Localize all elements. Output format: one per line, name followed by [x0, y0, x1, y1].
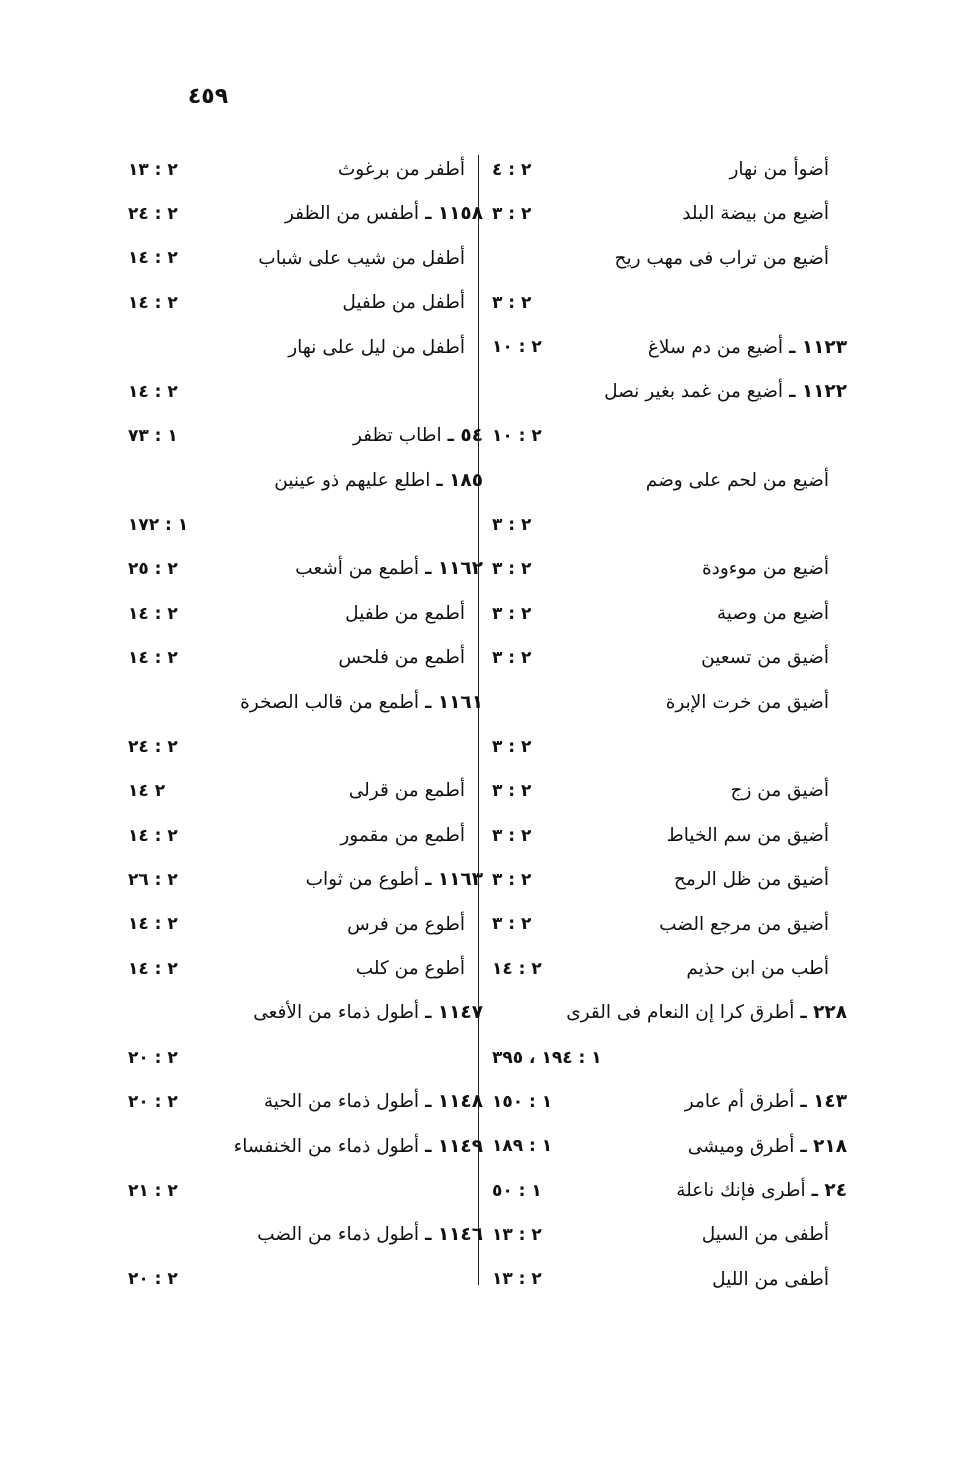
entry-reference: ٢ : ١٠ [492, 426, 542, 447]
entry-number: ١١٤٧ ـ [425, 1002, 483, 1024]
index-entry [128, 281, 483, 325]
entry-reference: ٢ : ٣ [492, 781, 532, 802]
entry-reference: ١ : ١٩٤ ، ٣٩٥ [492, 1047, 602, 1068]
entry-reference: ١ : ٥٠ [492, 1180, 542, 1201]
entry-number: ٥٤ ـ [447, 425, 483, 447]
index-entry [492, 370, 847, 414]
entry-number: ١١٤٦ ـ [425, 1224, 483, 1246]
index-entry [492, 281, 847, 325]
index-entry [128, 1125, 483, 1169]
entry-proverb: أطفس من الظفر [284, 203, 420, 225]
entry-proverb: أطوع من ثواب [305, 869, 420, 891]
entry-reference: ٢ : ١٤ [128, 248, 178, 269]
entry-number: ١١٦٣ ـ [425, 869, 483, 891]
entry-proverb: أطمع من أشعب [295, 558, 420, 580]
entry-number: ١١٤٩ ـ [425, 1135, 483, 1157]
entry-reference: ١ : ٧٣ [128, 426, 178, 447]
entry-number: ٢١٨ ـ [800, 1135, 847, 1157]
entry-reference: ٢ : ٣ [492, 914, 532, 935]
index-entry [492, 459, 847, 503]
entry-proverb: أطفل من ليل على نهار [288, 336, 465, 358]
index-entry [128, 725, 483, 769]
entry-number: ١٤٣ ـ [800, 1091, 847, 1113]
index-entry [492, 991, 847, 1035]
index-entry [492, 592, 847, 636]
index-entry [128, 858, 483, 902]
entry-reference: ٢ : ١٤ [128, 914, 178, 935]
entry-reference: ٢ : ١٣ [492, 1269, 542, 1290]
entry-proverb: أطرق أم عامر [684, 1091, 795, 1113]
entry-proverb: أضيع من موءودة [701, 558, 829, 580]
entry-reference: ٢ : ٢٠ [128, 1091, 178, 1112]
entry-proverb: أطول ذماء من الضب [257, 1224, 420, 1246]
index-entry [128, 769, 483, 813]
entry-reference: ٢ : ١٤ [128, 647, 178, 668]
entry-number: ١١٢٣ ـ [789, 336, 847, 358]
entry-reference: ٢ : ١٤ [128, 825, 178, 846]
index-entry [128, 326, 483, 370]
index-entry [128, 1080, 483, 1124]
index-entry [128, 414, 483, 458]
entry-proverb: أطمع من قرلى [348, 780, 465, 802]
entry-proverb: أضيع من وصية [716, 602, 829, 624]
entry-number: ١١٥٨ ـ [425, 203, 483, 225]
entry-reference: ١ : ١٧٢ [128, 514, 189, 535]
entry-proverb: أضيق من ظل الرمح [673, 869, 829, 891]
entry-reference: ٢ : ٢٤ [128, 204, 178, 225]
entry-proverb: أطرق وميشى [687, 1135, 795, 1157]
entry-reference: ٢ : ٣ [492, 603, 532, 624]
entry-reference: ٢ : ١٤ [492, 958, 542, 979]
index-entry [492, 858, 847, 902]
entry-proverb: أضيع من تراب فى مهب ريح [614, 247, 829, 269]
index-entry [128, 148, 483, 192]
entry-proverb: أطرق كرا إن النعام فى القرى [566, 1002, 795, 1024]
index-column-left [128, 148, 483, 1302]
index-entry [492, 636, 847, 680]
entry-proverb: أضيع من بيضة البلد [682, 203, 829, 225]
index-entry [492, 903, 847, 947]
entry-reference: ٢ : ٣ [492, 292, 532, 313]
index-entry [128, 636, 483, 680]
entry-proverb: أطب من ابن حذيم [686, 957, 829, 979]
entry-number: ١١٢٢ ـ [789, 380, 847, 402]
entry-proverb: أضيع من لحم على وضم [645, 469, 829, 491]
entry-reference: ٢ : ٢٦ [128, 869, 178, 890]
entry-reference: ٢ : ٢١ [128, 1180, 178, 1201]
entry-reference: ٢ : ٤ [492, 159, 532, 180]
index-entry [492, 548, 847, 592]
entry-reference: ٢ : ٣ [492, 559, 532, 580]
entry-reference: ١ : ١٥٠ [492, 1091, 553, 1112]
index-entry [128, 991, 483, 1035]
index-entry [492, 814, 847, 858]
entry-reference: ٢ : ٢٠ [128, 1047, 178, 1068]
index-entry [492, 148, 847, 192]
entry-reference: ٢ : ٢٤ [128, 736, 178, 757]
entry-reference: ٢ : ٣ [492, 869, 532, 890]
entry-reference: ٢ : ٢٥ [128, 559, 178, 580]
index-entry [492, 1213, 847, 1257]
entry-number: ١١٤٨ ـ [425, 1091, 483, 1113]
index-entry [128, 1169, 483, 1213]
index-entry [492, 326, 847, 370]
index-entry [128, 370, 483, 414]
entry-reference: ٢ : ٣ [492, 204, 532, 225]
entry-proverb: أطول ذماء من الأفعى [253, 1002, 420, 1024]
entry-proverb: أضيق من زج [730, 780, 829, 802]
index-entry [128, 947, 483, 991]
entry-proverb: أطفر من برغوث [337, 158, 465, 180]
entry-reference: ١ : ١٨٩ [492, 1136, 553, 1157]
entry-reference: ٢ : ٣ [492, 647, 532, 668]
entry-reference: ٢ : ١٤ [128, 381, 178, 402]
entry-proverb: أطمع من قالب الصخرة [240, 691, 420, 713]
entry-number: ٢٢٨ ـ [800, 1002, 847, 1024]
entry-proverb: أطفل من شيب على شباب [258, 247, 465, 269]
entry-proverb: أطوع من فرس [347, 913, 465, 935]
index-entry [128, 1258, 483, 1302]
entry-proverb: أضيق من تسعين [701, 647, 829, 669]
index-entry [492, 1169, 847, 1213]
index-entry [492, 1080, 847, 1124]
entry-reference: ٢ : ١٠ [492, 337, 542, 358]
entry-reference: ٢ ١٤ [128, 781, 166, 802]
index-entry [128, 681, 483, 725]
index-entry [128, 503, 483, 547]
index-entry [128, 548, 483, 592]
index-entry [492, 769, 847, 813]
entry-number: ١١٦٢ ـ [425, 558, 483, 580]
index-entry [128, 903, 483, 947]
entry-proverb: أضوأ من نهار [729, 158, 829, 180]
entry-proverb: أطمع من فلحس [338, 647, 465, 669]
entry-reference: ٢ : ٢٠ [128, 1269, 178, 1290]
entry-proverb: أطوع من كلب [355, 957, 465, 979]
index-entry [128, 814, 483, 858]
entry-proverb: أطول ذماء من الخنفساء [233, 1135, 420, 1157]
entry-proverb: أطفى من الليل [712, 1268, 829, 1290]
entry-proverb: أطفى من السيل [701, 1224, 829, 1246]
entry-number: ١١٦١ ـ [425, 691, 483, 713]
entry-proverb: أضيع من غمد بغير نصل [604, 380, 784, 402]
index-entry [128, 237, 483, 281]
entry-proverb: أضيع من دم سلاغ [647, 336, 784, 358]
entry-proverb: أطول ذماء من الحية [263, 1091, 420, 1113]
entry-proverb: اطاب تظفر [352, 425, 442, 447]
entry-reference: ٢ : ١٤ [128, 603, 178, 624]
index-entry [128, 459, 483, 503]
entry-proverb: أطمع من مقمور [340, 824, 465, 846]
entry-reference: ٢ : ٣ [492, 514, 532, 535]
index-entry [128, 192, 483, 236]
index-entry [492, 237, 847, 281]
index-entry [492, 1125, 847, 1169]
index-entry [492, 192, 847, 236]
entry-proverb: أضيق من مرجع الضب [659, 913, 829, 935]
index-entry [492, 1036, 847, 1080]
page-number: ٤٥٩ [187, 84, 229, 109]
entry-proverb: أطرى فإنك ناعلة [676, 1179, 806, 1201]
index-entry [128, 1036, 483, 1080]
entry-proverb: أطمع من طفيل [345, 602, 465, 624]
entry-proverb: أطفل من طفيل [342, 292, 465, 314]
index-entry [492, 414, 847, 458]
entry-reference: ٢ : ١٤ [128, 958, 178, 979]
entry-reference: ٢ : ١٤ [128, 292, 178, 313]
entry-reference: ٢ : ١٣ [128, 159, 178, 180]
entry-proverb: اطلع عليهم ذو عينين [274, 469, 431, 491]
entry-number: ١٨٥ ـ [436, 469, 483, 491]
index-entry [492, 681, 847, 725]
entry-reference: ٢ : ٣ [492, 736, 532, 757]
index-entry [492, 725, 847, 769]
entry-proverb: أضيق من خرت الإبرة [665, 691, 829, 713]
entry-reference: ٢ : ١٣ [492, 1225, 542, 1246]
index-entry [492, 947, 847, 991]
index-column-right [492, 148, 847, 1302]
index-entry [128, 1213, 483, 1257]
index-entry [492, 503, 847, 547]
index-entry [492, 1258, 847, 1302]
entry-number: ٢٤ ـ [811, 1179, 847, 1201]
entry-proverb: أضيق من سم الخياط [666, 824, 829, 846]
index-entry [128, 592, 483, 636]
entry-reference: ٢ : ٣ [492, 825, 532, 846]
